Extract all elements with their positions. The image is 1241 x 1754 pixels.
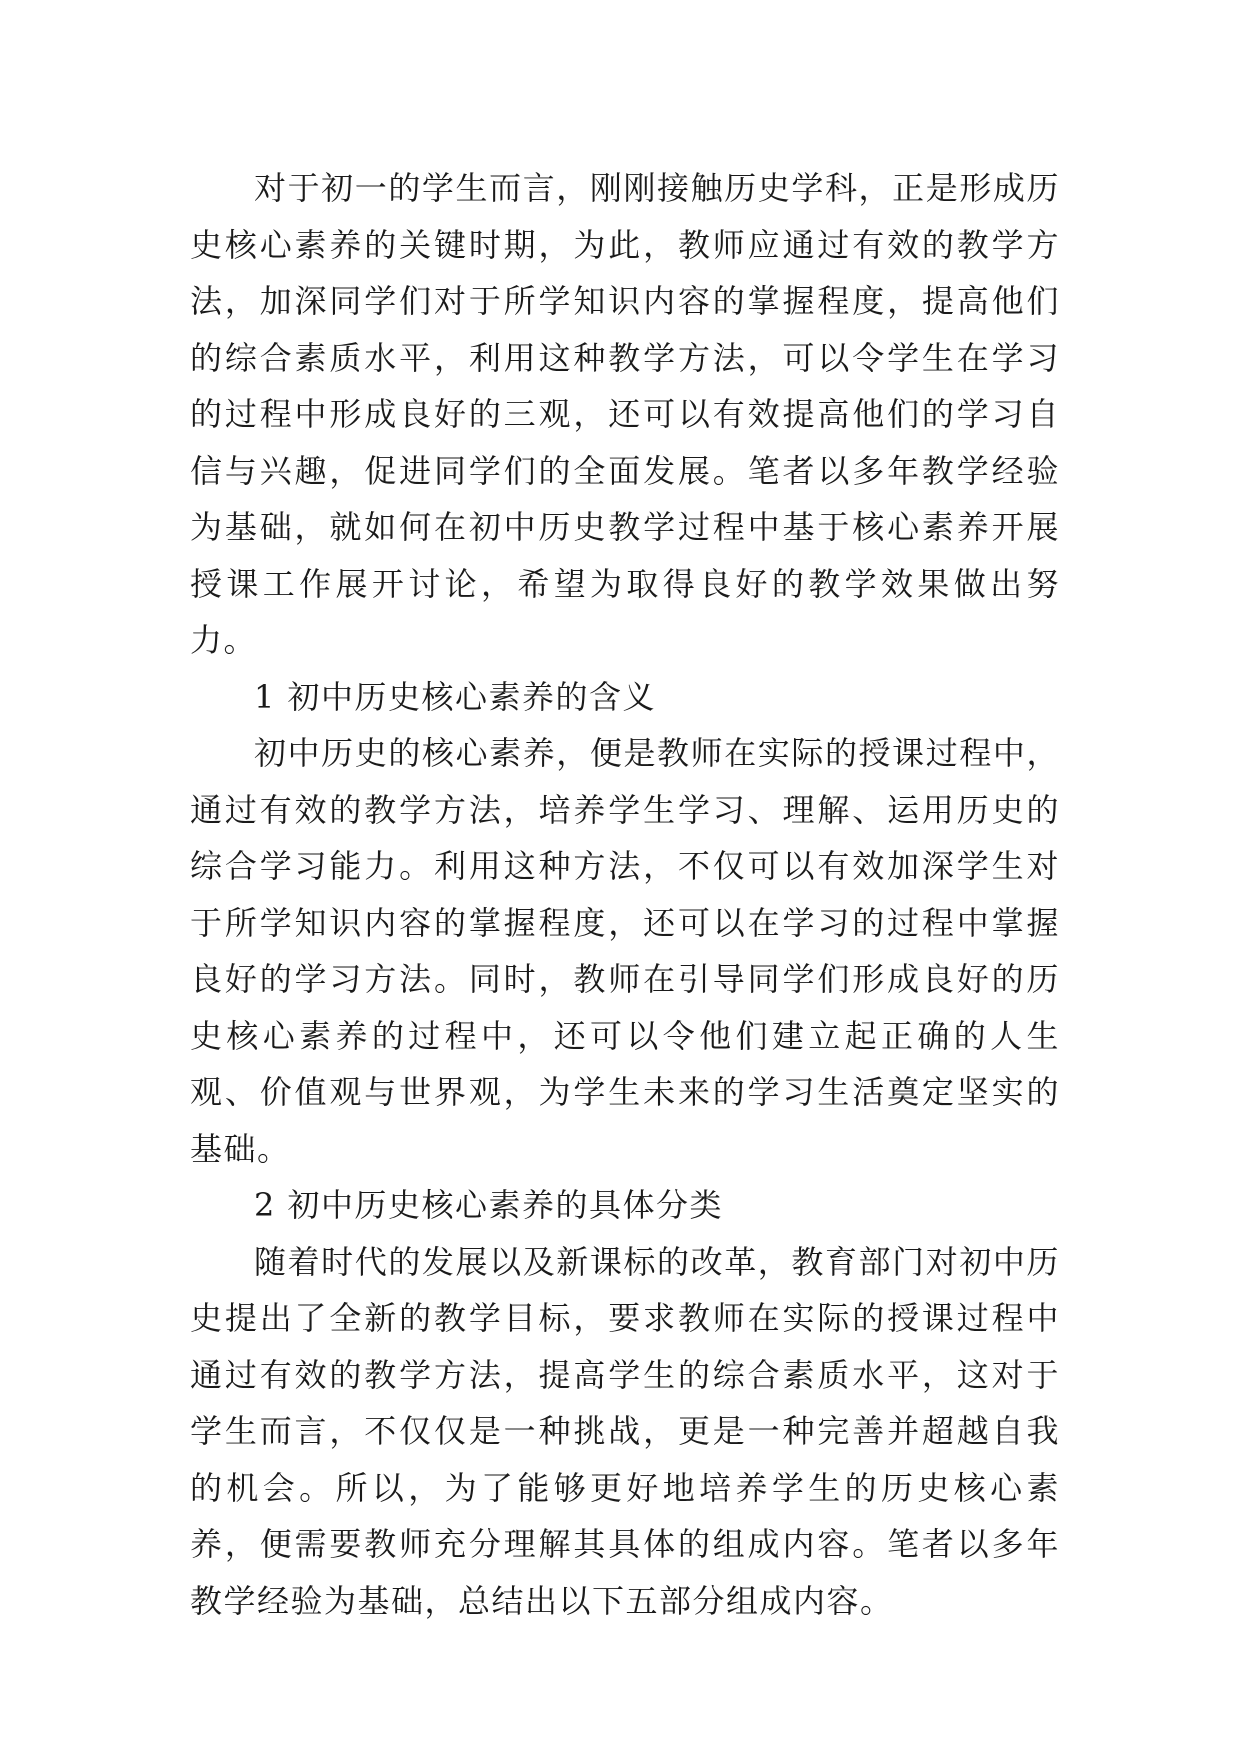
section-heading-2: 2 初中历史核心素养的具体分类 <box>254 1186 724 1224</box>
body-paragraph-intro: 对于初一的学生而言，刚刚接触历史学科，正是形成历史核心素养的关键时期，为此，教师应通过有效的教学方法，加深同学们对于所学知识内容的掌握程度，提高他们的综合素质水平，利用这种教学方法，可以令学生在学习的过程中形成良好的三观，还可以有效提高他们的学习自信与兴趣，促进同学们的全面发展。笔者以多年教学经验为基础，就如何在初中历史教学过程中基于核心素养开展授课工作展开讨论，希望为取得良好的教学效果做出努力。 <box>190 169 1060 659</box>
body-paragraph-definition: 初中历史的核心素养，便是教师在实际的授课过程中，通过有效的教学方法，培养学生学习、理解、运用历史的综合学习能力。利用这种方法，不仅可以有效加深学生对于所学知识内容的掌握程度，还可以在学习的过程中掌握良好的学习方法。同时，教师在引导同学们形成良好的历史核心素养的过程中，还可以令他们建立起正确的人生观、价值观与世界观，为学生未来的学习生活奠定坚实的基础。 <box>190 734 1060 1168</box>
body-paragraph-classification: 随着时代的发展以及新课标的改革，教育部门对初中历史提出了全新的教学目标，要求教师在实际的授课过程中通过有效的教学方法，提高学生的综合素质水平，这对于学生而言，不仅仅是一种挑战，更是一种完善并超越自我的机会。所以，为了能够更好地培养学生的历史核心素养，便需要教师充分理解其具体的组成内容。笔者以多年教学经验为基础，总结出以下五部分组成内容。 <box>190 1242 1060 1620</box>
document-body <box>190 160 1060 1629</box>
section-heading-1: 1 初中历史核心素养的含义 <box>254 677 657 716</box>
